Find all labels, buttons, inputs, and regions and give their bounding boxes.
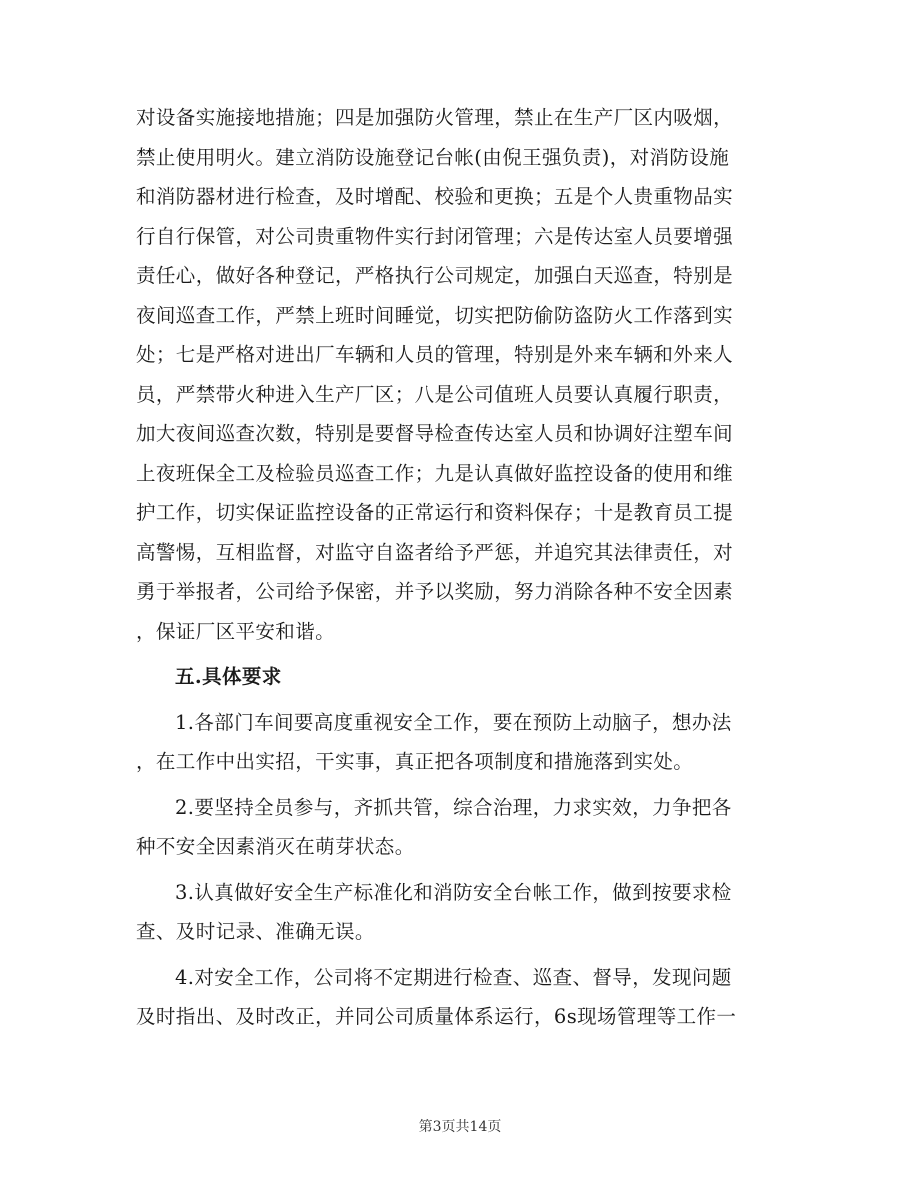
paragraph-line: 护工作，切实保证监控设备的正常运行和资料保存；十是教育员工提 (136, 501, 734, 524)
document-body (136, 98, 786, 1037)
requirement-line: 种不安全因素消灭在萌芽状态。 (136, 835, 415, 858)
page-number-footer: 第3页共14页 (418, 1119, 502, 1135)
requirement-line: 3.认真做好安全生产标准化和消防安全台帐工作，做到按要求检 (175, 880, 732, 904)
section-heading: 五.具体要求 (175, 665, 282, 688)
paragraph-line: 责任心，做好各种登记，严格执行公司规定，加强白天巡查，特别是 (136, 264, 734, 287)
requirement-line: 1.各部门车间要高度重视安全工作，要在预防上动脑子，想办法 (175, 710, 732, 734)
paragraph-line: 加大夜间巡查次数，特别是要督导检查传达室人员和协调好注塑车间 (136, 422, 734, 445)
paragraph-line: 处；七是严格对进出厂车辆和人员的管理，特别是外来车辆和外来人 (136, 343, 734, 366)
paragraph-line: 禁止使用明火。建立消防设施登记台帐(由倪王强负责)，对消防设施 (136, 145, 730, 169)
paragraph-line: 高警惕，互相监督，对监守自盗者给予严惩，并追究其法律责任，对 (136, 540, 734, 564)
paragraph-line: 上夜班保全工及检验员巡查工作；九是认真做好监控设备的使用和维 (136, 461, 734, 485)
paragraph-line: 行自行保管，对公司贵重物件实行封闭管理；六是传达室人员要增强 (136, 224, 734, 248)
paragraph-line: 员，严禁带火种进入生产厂区；八是公司值班人员要认真履行职责， (136, 382, 734, 406)
paragraph-line: 和消防器材进行检查，及时增配、校验和更换；五是个人贵重物品实 (136, 185, 734, 208)
paragraph-line: ，保证厂区平安和谐。 (136, 619, 336, 643)
continued-paragraph (136, 98, 786, 651)
requirement-line: 及时指出、及时改正，并同公司质量体系运行，6s现场管理等工作一 (136, 1005, 737, 1028)
requirement-item-4 (136, 958, 786, 1037)
paragraph-line: 对设备实施接地措施；四是加强防火管理，禁止在生产厂区内吸烟， (136, 106, 734, 129)
requirement-item-1 (136, 703, 786, 782)
requirement-item-2 (136, 788, 786, 867)
requirement-line: ，在工作中出实招，干实事，真正把各项制度和措施落到实处。 (136, 750, 694, 773)
requirement-line: 2.要坚持全员参与，齐抓共管，综合治理，力求实效，力争把各 (175, 795, 732, 819)
requirement-line: 查、及时记录、准确无误。 (136, 920, 375, 943)
requirement-item-3 (136, 873, 786, 952)
requirement-line: 4.对安全工作，公司将不定期进行检查、巡查、督导，发现问题 (175, 965, 732, 989)
paragraph-line: 夜间巡查工作，严禁上班时间睡觉，切实把防偷防盗防火工作落到实 (136, 303, 734, 327)
paragraph-line: 勇于举报者，公司给予保密，并予以奖励，努力消除各种不安全因素 (136, 580, 734, 603)
